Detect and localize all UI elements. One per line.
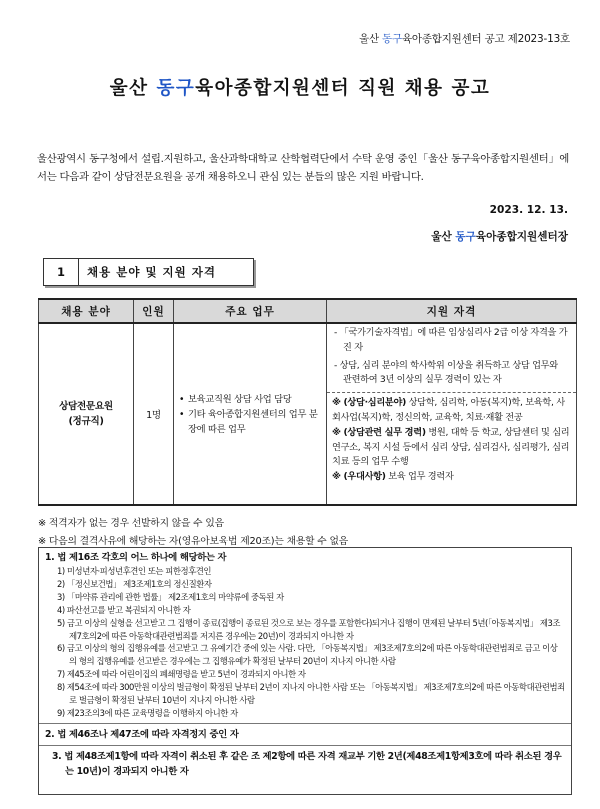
qualifications-cell xyxy=(327,323,577,505)
intro-paragraph: 울산광역시 동구청에서 설립.지원하고, 울산과학대학교 산학협력단에서 수탁 운영 중인「울산 동구육아종합지원센터」에서는 다음과 같이 상담전문요원을 공개 채용하오니 관심 있는 분들의 많은 지원 바랍니다. xyxy=(37,153,569,183)
qualification-item: - 상담, 심리 분야의 학사학위 이상을 취득하고 상담 업무와 관련하여 3년 이상의 실무 경력이 있는 자 xyxy=(334,359,558,386)
list-item: 4) 파산선고를 받고 복권되지 아니한 자 xyxy=(57,604,191,615)
header-qualifications: 지원 자격 xyxy=(327,299,577,323)
disqualification-item-1: 1. 법 제16조 각호의 어느 하나에 해당하는 자 xyxy=(45,552,227,563)
list-item: 9) 제23조의3에 따른 교육명령을 이행하지 아니한 자 xyxy=(57,707,238,718)
list-item: 8) 제54조에 따라 300만원 이상의 벌금형이 확정된 날부터 2년이 지나지 아니한 사람 또는 「아동복지법」 제3조제7호의2에 따른 아동학대관련범죄로 벌금형이 확정된 날부터 10년이 지나지 아니한 사람 xyxy=(57,682,565,706)
list-item: 6) 금고 이상의 형의 집행유예를 선고받고 그 유예기간 중에 있는 사람. 다만, 「아동복지법」 제3조제7호의2에 따른 아동학대관련범죄로 금고 이상의 형의 집행유예를 선고받은 경우에는 그 집행유예가 확정된 날부터 20년이 지나지 아니한 사람 xyxy=(57,643,558,667)
page-title: 울산 동구육아종합지원센터 직원 채용 공고 xyxy=(109,78,491,99)
qualification-item: - 「국가기술자격법」에 따른 임상심리사 2급 이상 자격을 가진 자 xyxy=(334,327,568,353)
disqualification-item-2: 2. 법 제46조나 제47조에 따라 자격정지 중인 자 xyxy=(45,728,239,740)
list-item: 3) 「마약류 관리에 관한 법률」 제2조제1호의 마약류에 중독된 자 xyxy=(57,591,284,602)
announcement-date: 2023. 12. 13. xyxy=(489,204,568,216)
signer: 울산 동구육아종합지원센터장 xyxy=(431,231,568,243)
recruitment-table xyxy=(38,298,577,506)
duty-item: • 기타 육아종합지원센터의 업무 분장에 따른 업무 xyxy=(188,407,323,437)
qualification-note: ※ (상담·심리분야) 상담학, 심리학, 아동(복지)학, 보육학, 사회사업(복지)학, 정신의학, 교육학, 치료·재활 전공 xyxy=(332,397,565,423)
section-number: 1 xyxy=(44,259,79,285)
field-cell: 상담전문요원 (정규직) xyxy=(39,323,134,505)
header-duties: 주요 업무 xyxy=(174,299,327,323)
count-cell: 1명 xyxy=(134,323,174,505)
document-number: 울산 동구육아종합지원센터 공고 제2023-13호 xyxy=(359,33,570,45)
list-item: 1) 미성년자·피성년후견인 또는 피한정후견인 xyxy=(57,566,212,576)
list-item: 2) 「정신보건법」 제3조제1호의 정신질환자 xyxy=(57,578,212,589)
header-field: 채용 분야 xyxy=(39,299,134,323)
duties-cell xyxy=(174,323,327,505)
header-count: 인원 xyxy=(134,299,174,323)
qualification-note: ※ (우대사항) 보육 업무 경력자 xyxy=(332,471,454,483)
disqualification-item-3: 3. 법 제48조제1항에 따라 자격이 취소된 후 같은 조 제2항에 따른 자격 재교부 기한 2년(제48조제1항제3호에 따라 취소된 경우는 10년)이 경과되지 아니한 자 xyxy=(52,750,562,777)
note-no-candidate: ※ 적격자가 없는 경우 선발하지 않을 수 있음 xyxy=(38,518,224,529)
list-item: 5) 금고 이상의 실형을 선고받고 그 집행이 종료(집행이 종료된 것으로 보는 경우를 포함한다)되거나 집행이 면제된 날부터 5년(「아동복지법」 제3조제7호의2에 따른 아동학대관련범죄를 저지른 경우에는 20년)이 경과되지 아니한 자 xyxy=(57,617,561,641)
list-item: 7) 제45조에 따라 어린이집의 폐쇄명령을 받고 5년이 경과되지 아니한 자 xyxy=(57,669,306,680)
qualification-list xyxy=(327,324,576,393)
qualification-notes xyxy=(327,393,576,487)
divider xyxy=(39,723,571,724)
section-title: 채용 분야 및 지원 자격 xyxy=(87,265,216,279)
note-disqualification: ※ 다음의 결격사유에 해당하는 자(영유아보육법 제20조)는 채용할 수 없음 xyxy=(38,536,349,547)
disqualification-sublist xyxy=(45,565,565,720)
section-heading xyxy=(43,258,254,286)
disqualification-box xyxy=(38,547,572,795)
duty-item: • 보육교직원 상담 사업 담당 xyxy=(188,392,323,407)
qualification-note: ※ (상담관련 실무 경력) 병원, 대학 등 학교, 상담센터 및 심리 연구소, 복지 시설 등에서 심리 상담, 심리검사, 심리평가, 심리치료 등의 업무 수행 xyxy=(332,426,570,468)
divider xyxy=(39,745,571,746)
